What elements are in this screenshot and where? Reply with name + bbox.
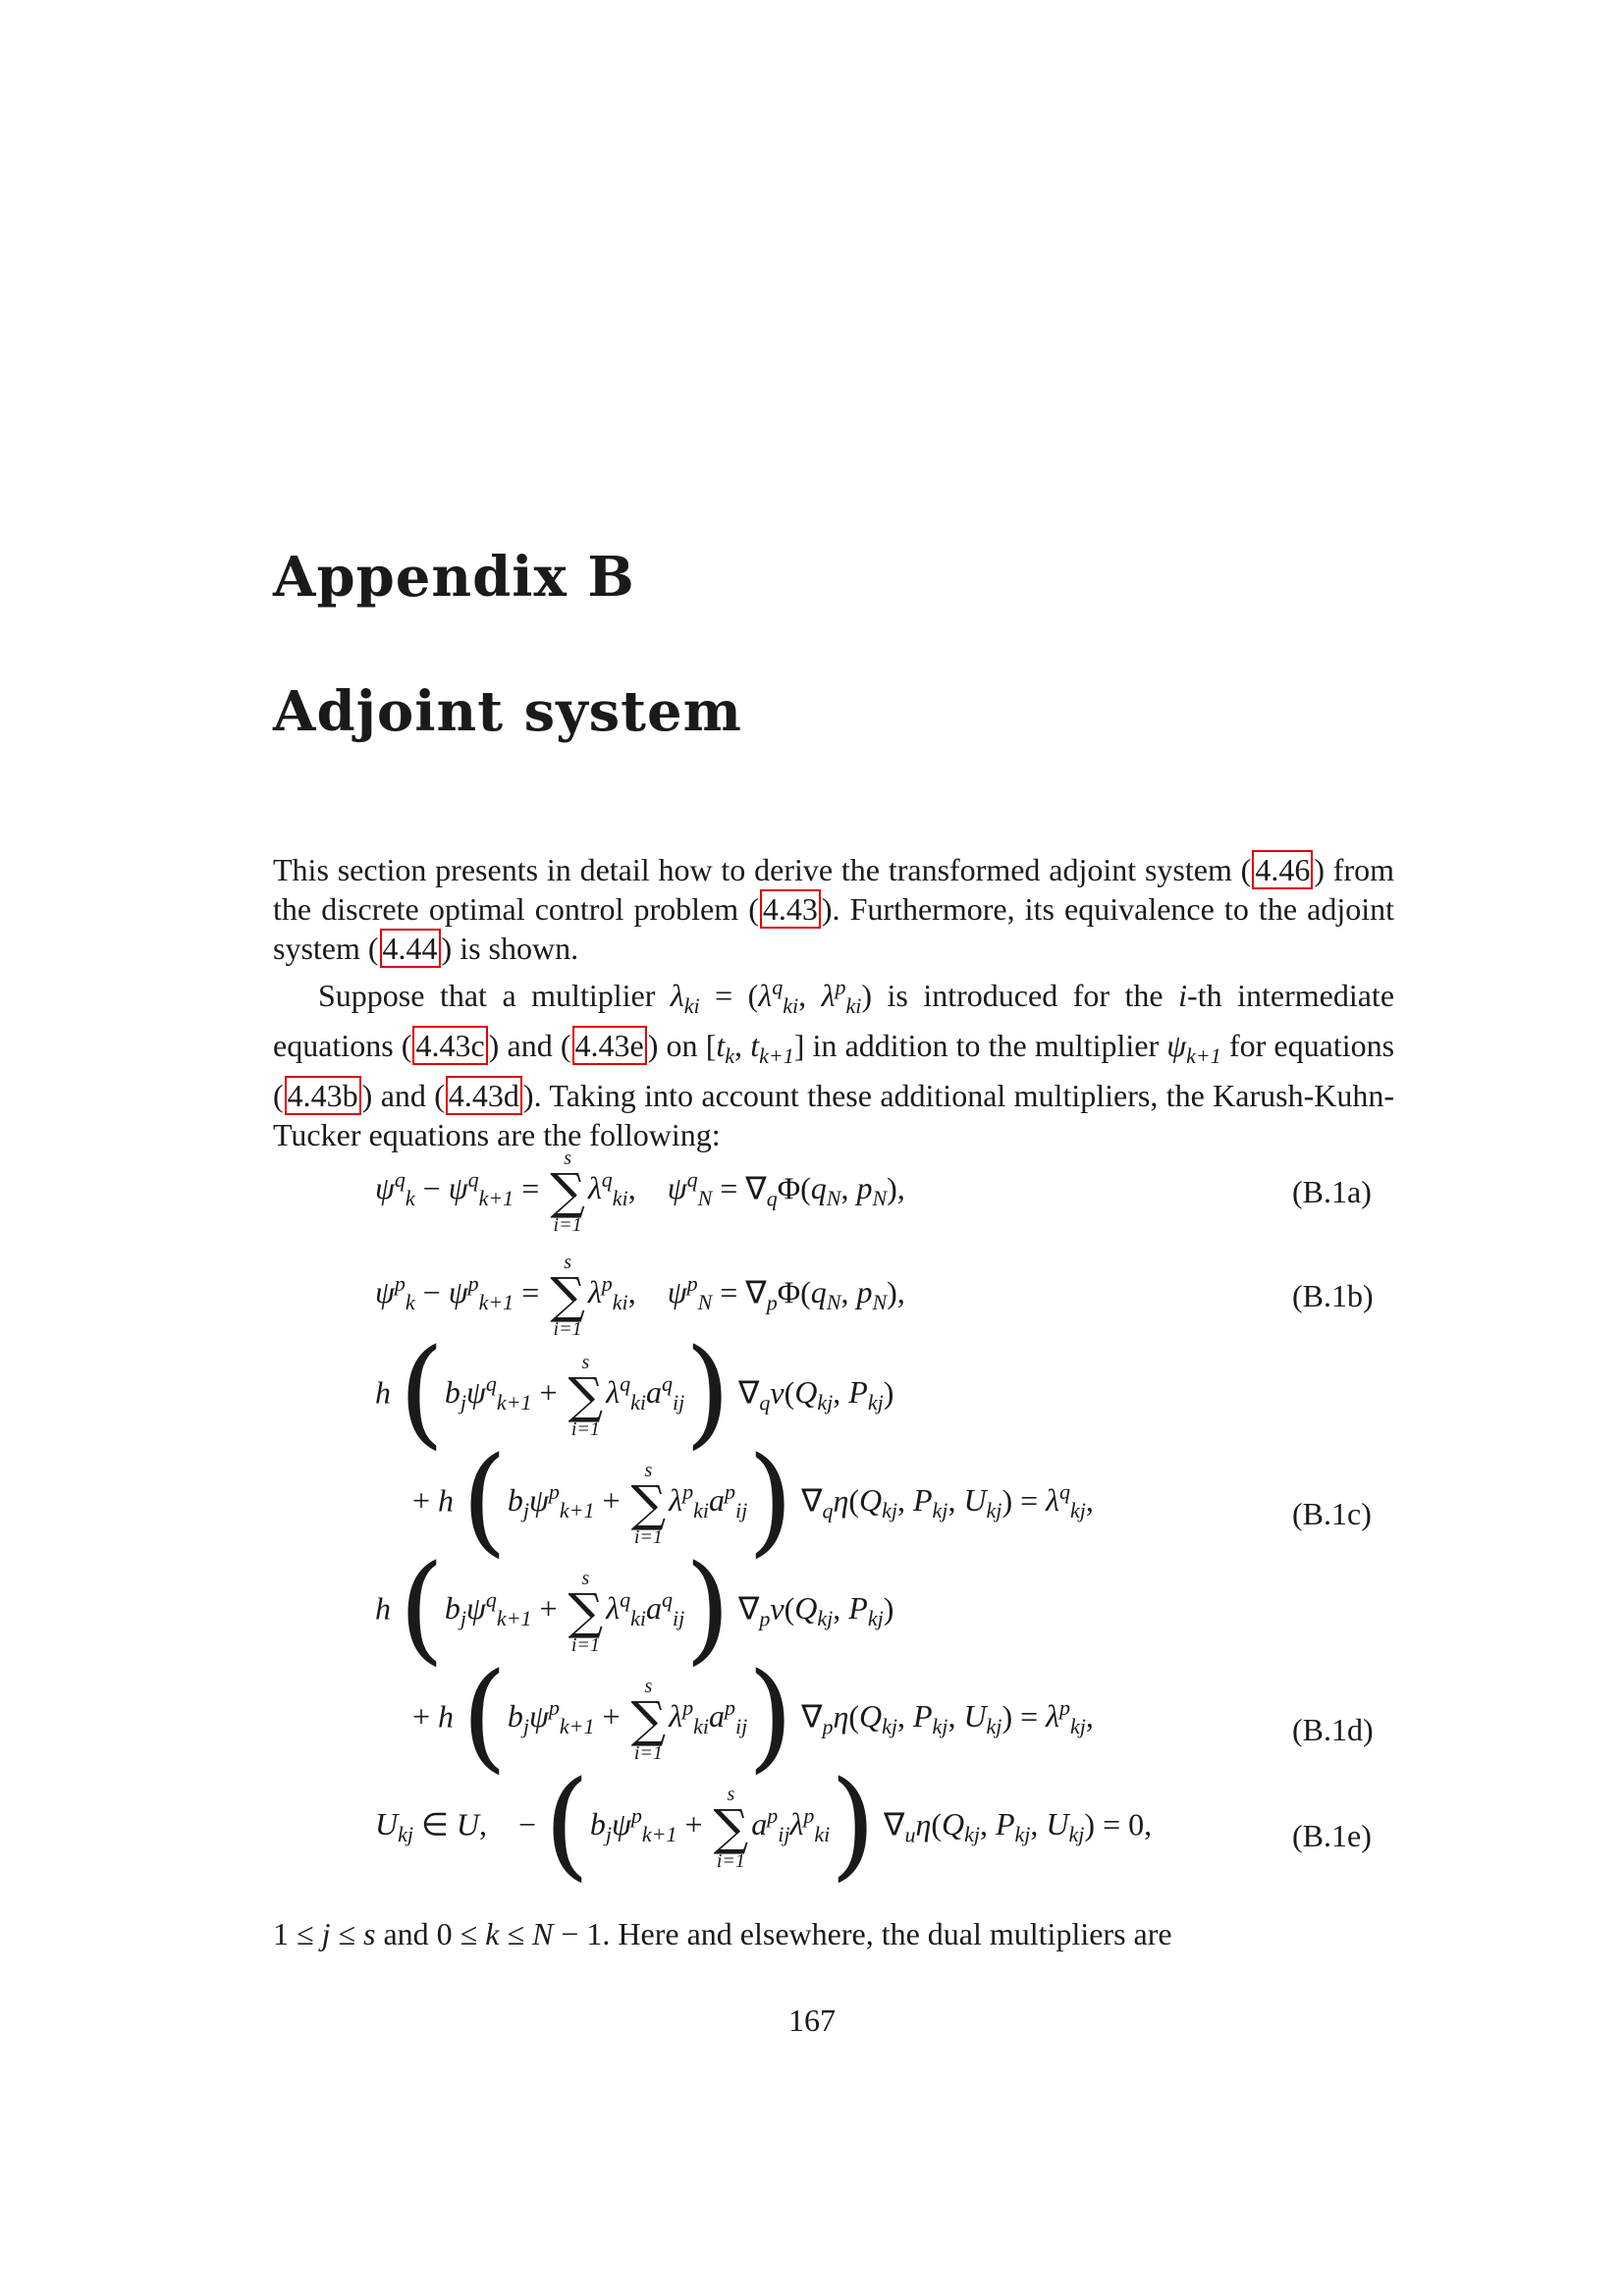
equation-tag: (B.1a) bbox=[1292, 1174, 1372, 1209]
equation-b1c-line2: + h ($b_j\psi^p_{k+1}$ + s ∑ i=1 $\lambda^p_{ki}a^p_{ij}$) $\nabla_q\eta(Q_{kj}$, $P_{kj}$, $U_{kj}) = \lambda^q_{kj}$, bbox=[412, 1432, 1094, 1570]
equation-tag: (B.1b) bbox=[1292, 1278, 1374, 1313]
equation-b1a: $\psi^q_k - \psi^q_{k+1}$ = s ∑ i=1 $\lambda^q_{ki}$, $\psi^q_N = \nabla_q\Phi(q_N$, $p_N$), bbox=[375, 1148, 905, 1236]
page-number: 167 bbox=[788, 2002, 836, 2038]
appendix-label: Appendix B bbox=[273, 545, 635, 610]
equation-b1b: $\psi^p_k - \psi^p_{k+1}$ = s ∑ i=1 $\lambda^p_{ki}$, $\psi^p_N = \nabla_p\Phi(q_N$, $p_N$), bbox=[375, 1252, 905, 1340]
equation-ref[interactable]: 4.43c bbox=[412, 1026, 487, 1065]
equation-ref[interactable]: 4.43d bbox=[446, 1076, 522, 1115]
equation-b1d-line2: + h ($b_j\psi^p_{k+1}$ + s ∑ i=1 $\lambda^p_{ki}a^p_{ij}$) $\nabla_p\eta(Q_{kj}$, $P_{kj}$, $U_{kj}) = \lambda^p_{kj}$, bbox=[412, 1648, 1094, 1786]
equation-ref[interactable]: 4.43 bbox=[760, 889, 821, 929]
equation-ref[interactable]: 4.43b bbox=[285, 1076, 361, 1115]
equation-b1d-line1: h ($b_j\psi^q_{k+1}$ + s ∑ i=1 $\lambda^q_{ki}a^q_{ij}$) $\nabla_p\nu(Q_{kj}$, $P_{kj}$) bbox=[375, 1540, 894, 1678]
equation-ref[interactable]: 4.43e bbox=[572, 1026, 647, 1065]
equation-b1e: $U_{kj}$ ∈ U, − ($b_j\psi^p_{k+1}$ + s ∑ i=1 $a^p_{ij}\lambda^p_{ki}$) $\nabla_u\eta(Q_{kj}$, $P_{kj}$, $U_{kj}) = 0$, bbox=[375, 1756, 1153, 1894]
paragraph-intro: This section presents in detail how to derive the transformed adjoint system ( 4.46 ) from the discrete optimal control problem ( 4.43 ). Furthermore, its equivalence to the adjoint system ( 4.44 ) is shown. bbox=[273, 852, 1395, 966]
equation-tag: (B.1e) bbox=[1292, 1818, 1372, 1853]
appendix-title: Adjoint system bbox=[273, 679, 742, 744]
equation-tag: (B.1c) bbox=[1292, 1496, 1372, 1531]
equation-ref[interactable]: 4.44 bbox=[380, 929, 441, 968]
equation-tag: (B.1d) bbox=[1292, 1712, 1374, 1747]
paragraph-multiplier: Suppose that a multiplier $\lambda_{ki} = (\lambda^q_{ki}$, $\lambda^p_{ki}$) is introduced for the i-th intermediate equations ( 4.43c ) and ( 4.43e ) on [$t_k$, $t_{k+1}$] in addition to the multiplier $\psi_{k+1}$ for equations ( 4.43b ) and ( 4.43d ). Taking into account these additional multipliers, the Karush-Kuhn-Tucker equations are the following: bbox=[273, 975, 1395, 1152]
equation-b1c-line1: h ($b_j\psi^q_{k+1}$ + s ∑ i=1 $\lambda^q_{ki}a^q_{ij}$) $\nabla_q\nu(Q_{kj}$, $P_{kj}$) bbox=[375, 1324, 894, 1462]
equation-ref[interactable]: 4.46 bbox=[1252, 850, 1313, 889]
paragraph-range: 1 ≤ j ≤ s and 0 ≤ k ≤ N − 1. Here and elsewhere, the dual multipliers are bbox=[273, 1916, 1172, 1951]
